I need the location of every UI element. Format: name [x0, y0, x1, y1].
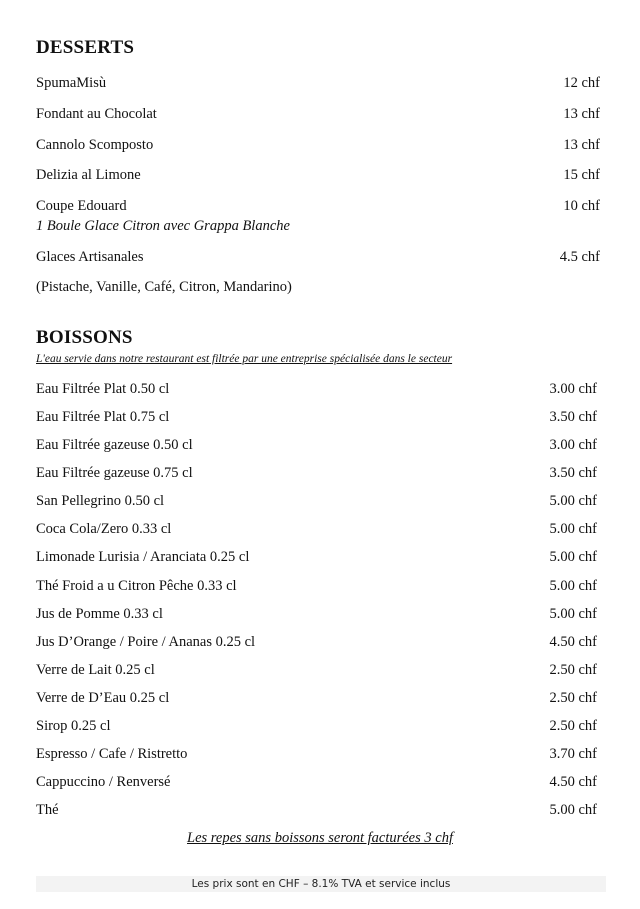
drink-name: San Pellegrino 0.50 cl — [36, 493, 165, 509]
desserts-title: DESSERTS — [36, 37, 135, 58]
coupe-edouard-detail: 1 Boule Glace Citron avec Grappa Blanche — [36, 218, 290, 234]
drink-price: 5.00 chf — [549, 578, 597, 594]
drink-name: Eau Filtrée Plat 0.75 cl — [36, 409, 170, 425]
dessert-price: 12 chf — [563, 75, 600, 91]
dessert-name: Cannolo Scomposto — [36, 137, 154, 153]
drink-name: Eau Filtrée gazeuse 0.75 cl — [36, 465, 193, 481]
dessert-name: Glaces Artisanales — [36, 249, 144, 265]
dessert-price: 10 chf — [563, 198, 600, 214]
price-footer: Les prix sont en CHF – 8.1% TVA et service inclus — [36, 876, 606, 892]
drink-price: 5.00 chf — [549, 521, 597, 537]
drink-price: 2.50 chf — [549, 662, 597, 678]
drink-price: 5.00 chf — [549, 493, 597, 509]
drink-name: Sirop 0.25 cl — [36, 718, 111, 734]
glaces-flavors: (Pistache, Vanille, Café, Citron, Mandarino) — [36, 279, 292, 295]
drink-price: 4.50 chf — [549, 774, 597, 790]
drink-name: Verre de D’Eau 0.25 cl — [36, 690, 170, 706]
drink-price: 2.50 chf — [549, 690, 597, 706]
drink-name: Jus D’Orange / Poire / Ananas 0.25 cl — [36, 634, 256, 650]
drink-name: Thé Froid a u Citron Pêche 0.33 cl — [36, 578, 237, 594]
water-note: L'eau servie dans notre restaurant est filtrée par une entreprise spécialisée dans le secteur — [36, 353, 453, 365]
drink-price: 3.50 chf — [549, 409, 597, 425]
drink-price: 3.00 chf — [549, 381, 597, 397]
dessert-price: 13 chf — [563, 106, 600, 122]
dessert-price: 13 chf — [563, 137, 600, 153]
drink-name: Espresso / Cafe / Ristretto — [36, 746, 188, 762]
dessert-name: SpumaMisù — [36, 75, 107, 91]
dessert-price: 4.5 chf — [559, 249, 600, 265]
dessert-name: Delizia al Limone — [36, 167, 141, 183]
drink-price: 3.00 chf — [549, 437, 597, 453]
drink-price: 3.50 chf — [549, 465, 597, 481]
boissons-title: BOISSONS — [36, 327, 133, 348]
dessert-name: Coupe Edouard — [36, 198, 127, 214]
dessert-price: 15 chf — [563, 167, 600, 183]
drink-price: 2.50 chf — [549, 718, 597, 734]
drink-name: Eau Filtrée Plat 0.50 cl — [36, 381, 170, 397]
drink-price: 5.00 chf — [549, 606, 597, 622]
drink-price: 4.50 chf — [549, 634, 597, 650]
drink-name: Limonade Lurisia / Aranciata 0.25 cl — [36, 549, 250, 565]
dessert-name: Fondant au Chocolat — [36, 106, 157, 122]
drink-name: Cappuccino / Renversé — [36, 774, 171, 790]
drink-name: Verre de Lait 0.25 cl — [36, 662, 155, 678]
drink-price: 3.70 chf — [549, 746, 597, 762]
drink-name: Coca Cola/Zero 0.33 cl — [36, 521, 172, 537]
drink-price: 5.00 chf — [549, 802, 597, 818]
drink-name: Thé — [36, 802, 59, 818]
drink-name: Jus de Pomme 0.33 cl — [36, 606, 163, 622]
drink-name: Eau Filtrée gazeuse 0.50 cl — [36, 437, 193, 453]
drink-price: 5.00 chf — [549, 549, 597, 565]
no-drinks-surcharge-note: Les repes sans boissons seront facturées 3 chf — [187, 830, 453, 846]
